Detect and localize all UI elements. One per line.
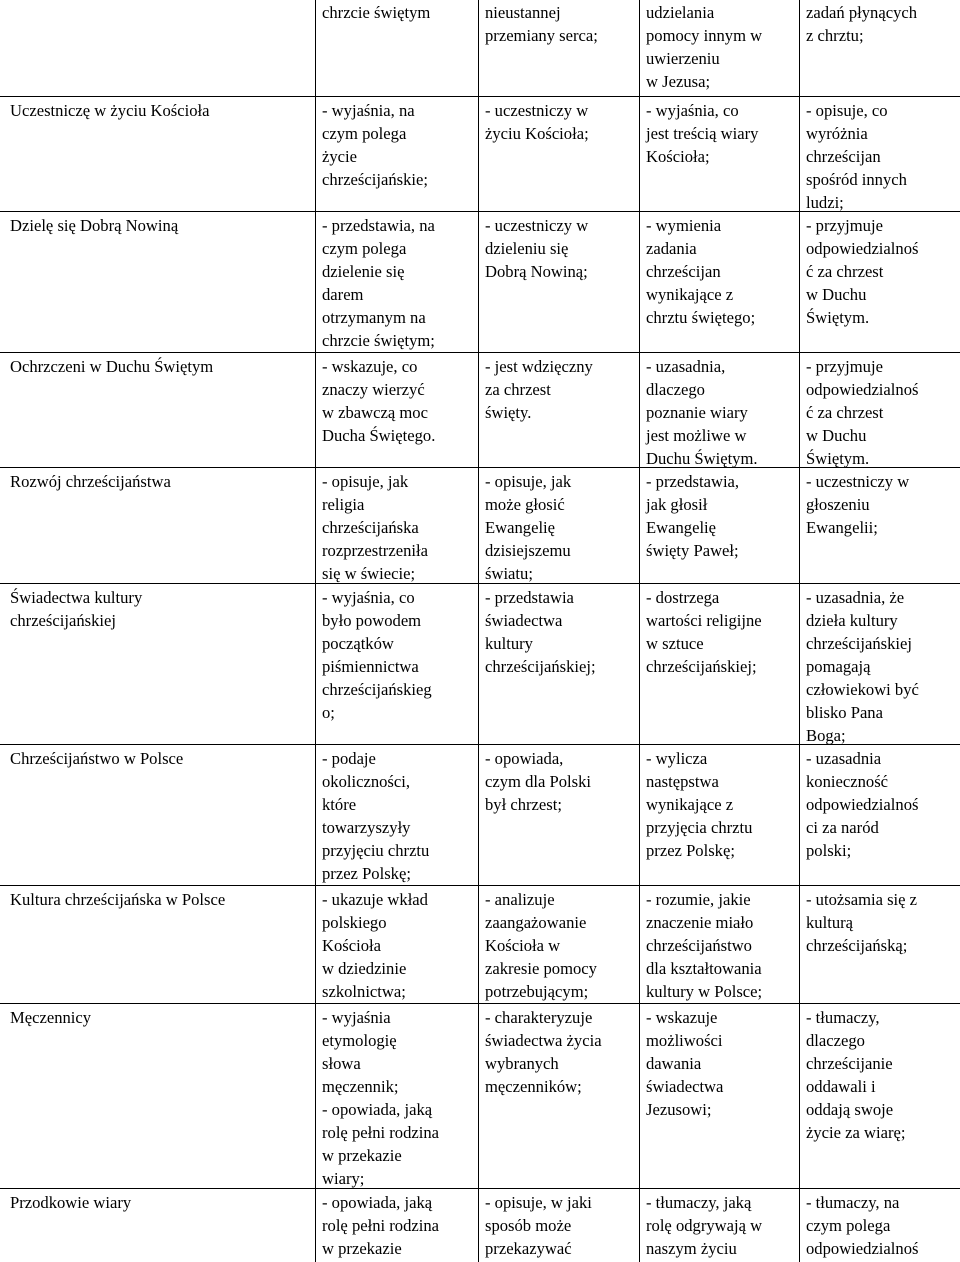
objective-cell-col2: - wyjaśnia, na czym polega życie chrześcijańskie;: [315, 96, 479, 212]
objective-cell-col5: zadań płynących z chrztu;: [799, 0, 960, 97]
objective-cell-col4: - wymienia zadania chrześcijan wynikające z chrztu świętego;: [639, 211, 800, 353]
objective-cell-col4: - wskazuje możliwości dawania świadectwa Jezusowi;: [639, 1003, 800, 1189]
topic-cell: Świadectwa kultury chrześcijańskiej: [0, 583, 316, 745]
objective-cell-col4: - uzasadnia, dlaczego poznanie wiary jest możliwe w Duchu Świętym.: [639, 352, 800, 468]
objective-cell-col5: - przyjmuje odpowiedzialnoś ć za chrzest w Duchu Świętym.: [799, 352, 960, 468]
objective-cell-col5: - tłumaczy, dlaczego chrześcijanie oddawali i oddają swoje życie za wiarę;: [799, 1003, 960, 1189]
objective-cell-col2: - wyjaśnia, co było powodem początków piśmiennictwa chrześcijańskieg o;: [315, 583, 479, 745]
topic-cell: Uczestniczę w życiu Kościoła: [0, 96, 316, 212]
objective-cell-col5: - utożsamia się z kulturą chrześcijańską;: [799, 885, 960, 1004]
objective-cell-col4: - rozumie, jakie znaczenie miało chrześcijaństwo dla kształtowania kultury w Polsce;: [639, 885, 800, 1004]
objective-cell-col2: - podaje okoliczności, które towarzyszyły przyjęciu chrztu przez Polskę;: [315, 744, 479, 886]
objective-cell-col3: - opisuje, jak może głosić Ewangelię dzisiejszemu światu;: [478, 467, 640, 584]
topic-cell: Dzielę się Dobrą Nowiną: [0, 211, 316, 353]
objective-cell-col5: - przyjmuje odpowiedzialnoś ć za chrzest w Duchu Świętym.: [799, 211, 960, 353]
objective-cell-col3: - opowiada, czym dla Polski był chrzest;: [478, 744, 640, 886]
topic-cell: Chrześcijaństwo w Polsce: [0, 744, 316, 886]
objective-cell-col2: - ukazuje wkład polskiego Kościoła w dziedzinie szkolnictwa;: [315, 885, 479, 1004]
objective-cell-col2: - przedstawia, na czym polega dzielenie się darem otrzymanym na chrzcie świętym;: [315, 211, 479, 353]
topic-cell: Kultura chrześcijańska w Polsce: [0, 885, 316, 1004]
objective-cell-col3: - uczestniczy w życiu Kościoła;: [478, 96, 640, 212]
objective-cell-col2: chrzcie świętym: [315, 0, 479, 97]
objective-cell-col3: - analizuje zaangażowanie Kościoła w zakresie pomocy potrzebującym;: [478, 885, 640, 1004]
objective-cell-col3: - jest wdzięczny za chrzest święty.: [478, 352, 640, 468]
objective-cell-col4: - dostrzega wartości religijne w sztuce chrześcijańskiej;: [639, 583, 800, 745]
objective-cell-col4: - tłumaczy, jaką rolę odgrywają w naszym życiu: [639, 1188, 800, 1262]
objective-cell-col4: udzielania pomocy innym w uwierzeniu w Jezusa;: [639, 0, 800, 97]
objective-cell-col5: - uczestniczy w głoszeniu Ewangelii;: [799, 467, 960, 584]
objective-cell-col2: - wyjaśnia etymologię słowa męczennik; - opowiada, jaką rolę pełni rodzina w przekazie wiary;: [315, 1003, 479, 1189]
objective-cell-col5: - uzasadnia konieczność odpowiedzialnoś ci za naród polski;: [799, 744, 960, 886]
objective-cell-col5: - uzasadnia, że dzieła kultury chrześcijańskiej pomagają człowiekowi być blisko Pana Boga;: [799, 583, 960, 745]
objective-cell-col3: - charakteryzuje świadectwa życia wybranych męczenników;: [478, 1003, 640, 1189]
objective-cell-col4: - przedstawia, jak głosił Ewangelię święty Paweł;: [639, 467, 800, 584]
topic-cell: Męczennicy: [0, 1003, 316, 1189]
objective-cell-col4: - wyjaśnia, co jest treścią wiary Kościoła;: [639, 96, 800, 212]
objective-cell-col3: - przedstawia świadectwa kultury chrześcijańskiej;: [478, 583, 640, 745]
objective-cell-col2: - wskazuje, co znaczy wierzyć w zbawczą moc Ducha Świętego.: [315, 352, 479, 468]
objective-cell-col3: nieustannej przemiany serca;: [478, 0, 640, 97]
objective-cell-col3: - opisuje, w jaki sposób może przekazywać: [478, 1188, 640, 1262]
objective-cell-col5: - opisuje, co wyróżnia chrześcijan spośród innych ludzi;: [799, 96, 960, 212]
topic-cell: Ochrzczeni w Duchu Świętym: [0, 352, 316, 468]
topic-cell: Przodkowie wiary: [0, 1188, 316, 1262]
objective-cell-col5: - tłumaczy, na czym polega odpowiedzialnoś: [799, 1188, 960, 1262]
objective-cell-col3: - uczestniczy w dzieleniu się Dobrą Nowiną;: [478, 211, 640, 353]
objective-cell-col2: - opisuje, jak religia chrześcijańska rozprzestrzeniła się w świecie;: [315, 467, 479, 584]
objective-cell-col2: - opowiada, jaką rolę pełni rodzina w przekazie: [315, 1188, 479, 1262]
objective-cell-col4: - wylicza następstwa wynikające z przyjęcia chrztu przez Polskę;: [639, 744, 800, 886]
topic-cell: Rozwój chrześcijaństwa: [0, 467, 316, 584]
topic-cell: [0, 0, 316, 97]
